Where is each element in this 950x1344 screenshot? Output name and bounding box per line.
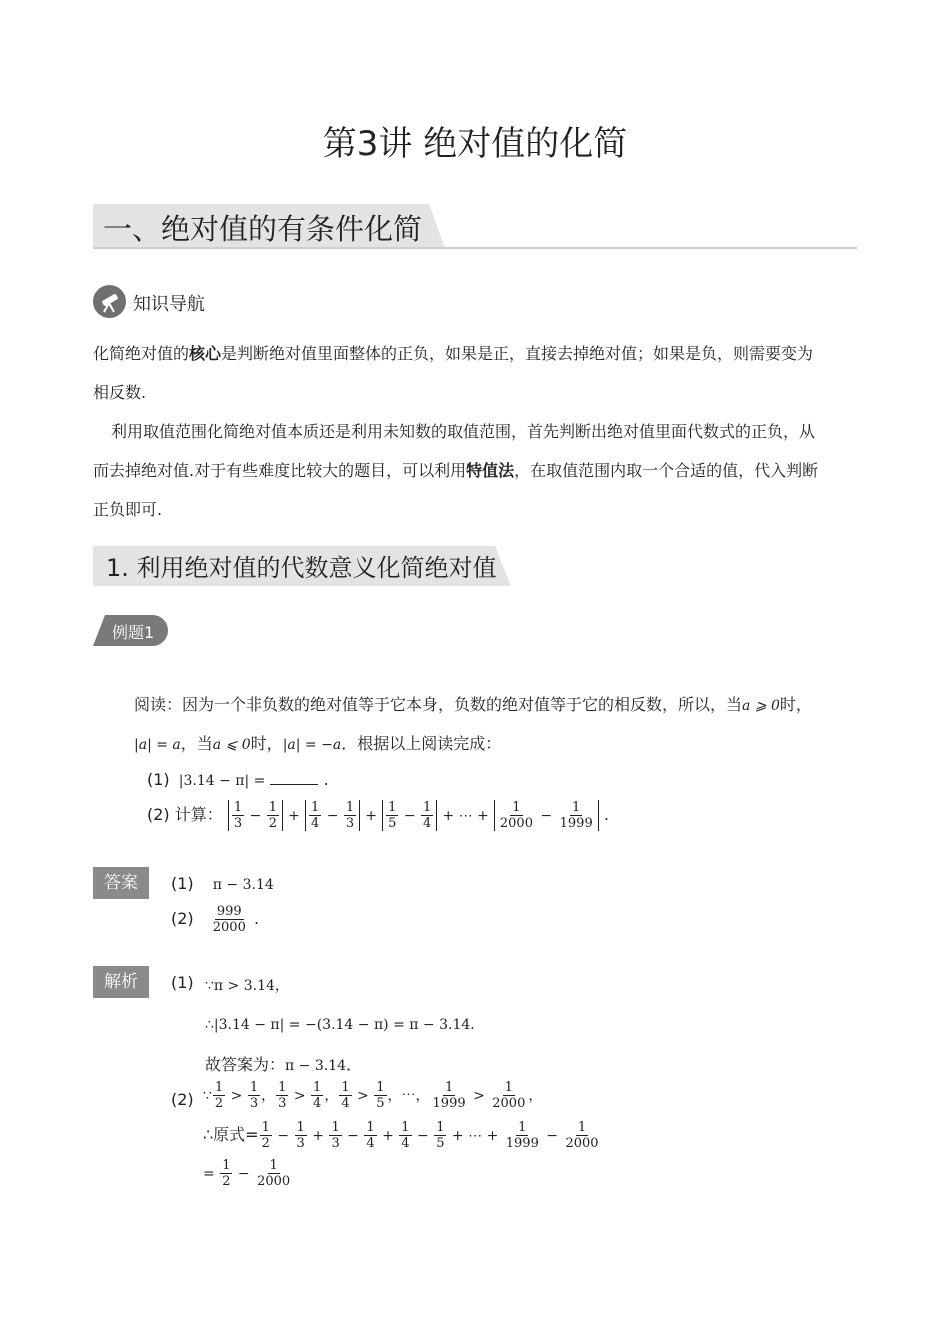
abs-term: $\frac{1}{5}$ − $\frac{1}{4}$ (382, 800, 437, 831)
analysis-math: π − 3.14 (285, 1058, 347, 1074)
answer-blank (270, 770, 318, 785)
problem-math: |a| = −a (282, 737, 342, 753)
problem-math: a ⩽ 0 (212, 737, 251, 753)
analysis-2-line-2: ∴原式= $\frac{1}{2}$ − $\frac{1}{3}$ + $\frac{1}{3}$ − $\frac{1}{4}$ + $\frac{1}{4}$ − $\frac{1}{5}$ + ⋯ + $\frac{1}{1999}$ − $\frac{1}{2000}$ (203, 1120, 599, 1151)
intro-text: 正负即可. (93, 500, 163, 519)
intro-paragraph-1 (93, 334, 863, 412)
analysis-1-line-1: ∵π > 3.14， (205, 978, 289, 994)
question-number: (2) (147, 805, 170, 824)
problem-text: 计算： (174, 805, 223, 824)
page-title: 第3讲 绝对值的化简 (322, 124, 628, 164)
problem-text: ，当 (180, 734, 213, 753)
question-number: (1) (147, 770, 170, 789)
analysis-text: ∴原式= (203, 1125, 259, 1144)
analysis-tag: 解析 (93, 966, 149, 998)
abs-term: $\frac{1}{4}$ − $\frac{1}{3}$ (305, 800, 360, 831)
fraction-numerator: 999 (216, 904, 242, 919)
section-title: 一、绝对值的有条件化简 (103, 212, 423, 246)
problem-math: |a| = a (134, 737, 181, 753)
analysis-text: 故答案为： (205, 1055, 286, 1074)
answer-number: (2) (171, 909, 194, 928)
subsection-title: 1. 利用绝对值的代数意义化简绝对值 (106, 554, 497, 582)
answer-2: (2) $\frac{999}{2000}$ . (171, 904, 260, 935)
problem-text: 时， (250, 734, 283, 753)
analysis-2-line-1: ∵ $\frac{1}{2}$ > $\frac{1}{3}$ ， $\frac{1}{3}$ > $\frac{1}{4}$ ， $\frac{1}{4}$ > $\frac{1}{5}$ ，⋯， $\frac{1}{1999}$ > $\frac{1}{2000}$ ， (203, 1080, 543, 1111)
intro-bold-core: 核心 (189, 344, 222, 363)
problem-math: a ⩾ 0 (742, 698, 780, 714)
intro-text: ，在取值范围内取一个合适的值，代入判断 (514, 461, 819, 480)
answer-1 (171, 874, 274, 893)
problem-question-2: (2) 计算： $\frac{1}{3}$ − $\frac{1}{2}$ + $\frac{1}{4}$ − $\frac{1}{3}$ + $\frac{1}{5}$ − $\frac{1}{4}$ + ⋯ + $\frac{1}{2000}$ − $\frac{1}{1999}$ . (147, 800, 609, 831)
answer-math: π − 3.14 (212, 877, 274, 893)
analysis-2-line-3: = $\frac{1}{2}$ − $\frac{1}{2000}$ (203, 1158, 291, 1189)
problem-math: |3.14 − π| = (178, 773, 266, 789)
intro-text: 化简绝对值的 (93, 344, 190, 363)
intro-text: 相反数. (93, 383, 147, 402)
analysis-2-number: (2) (171, 1090, 194, 1109)
problem-text: 时， (779, 695, 812, 714)
answer-tag: 答案 (93, 867, 149, 899)
problem-text: ．根据以上阅读完成： (341, 734, 502, 753)
intro-paragraph-2 (93, 412, 863, 529)
intro-text: 利用取值范围化简绝对值本质还是利用未知数的取值范围，首先判断出绝对值里面代数式的正负，从 (111, 422, 816, 441)
abs-term: $\frac{1}{3}$ − $\frac{1}{2}$ (228, 800, 283, 831)
answer-number: (1) (171, 874, 194, 893)
knowledge-nav-label: 知识导航 (133, 294, 205, 315)
fraction-denominator: 2000 (212, 920, 246, 935)
problem-question-1: (1) |3.14 − π| = . (147, 770, 329, 789)
intro-text: 是判断绝对值里面整体的正负，如果是正，直接去掉绝对值；如果是负，则需要变为 (221, 344, 814, 363)
intro-bold-special-value: 特值法 (466, 461, 515, 480)
analysis-1-line-3: 故答案为：π − 3.14． (205, 1055, 363, 1074)
analysis-1-line-2: ∴|3.14 − π| = −(3.14 − π) = π − 3.14． (205, 1017, 485, 1033)
problem-text: 阅读：因为一个非负数的绝对值等于它本身，负数的绝对值等于它的相反数，所以，当 (134, 695, 743, 714)
telescope-icon (93, 285, 126, 318)
intro-text: 而去掉绝对值.对于有些难度比较大的题目，可以利用 (93, 461, 467, 480)
problem-line-2 (134, 731, 501, 754)
analysis-1-number: (1) (171, 973, 194, 992)
abs-term: $\frac{1}{2000}$ − $\frac{1}{1999}$ (494, 800, 599, 831)
example-tag: 例题1 (112, 623, 155, 642)
problem-line-1 (134, 692, 812, 715)
